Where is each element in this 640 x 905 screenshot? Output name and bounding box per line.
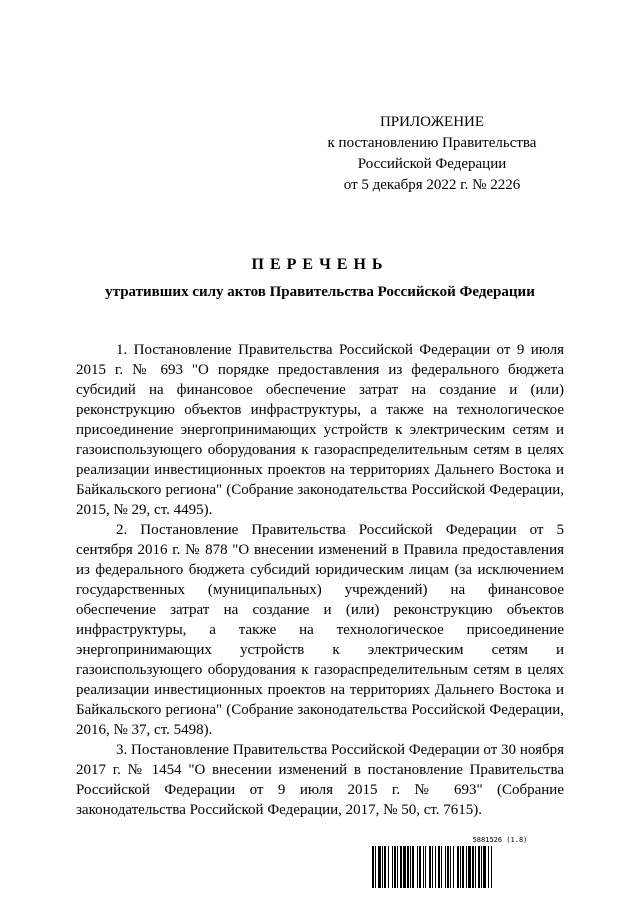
appendix-label: ПРИЛОЖЕНИЕ	[379, 114, 485, 130]
list-item: 3. Постановление Правительства Российской Федерации от 30 ноября 2017 г. № 1454 "О внесении изменений в постановление Правительства Российской Федерации от 9 июля 2015 г. № 693" (Собрание законодательства Российской Федерации, 2017, № 50, ст. 7615).	[76, 742, 564, 818]
list-item: 1. Постановление Правительства Российской Федерации от 9 июля 2015 г. № 693 "О порядке предоставления из федерального бюджета субсидий на финансовое обеспечение затрат на создание и (или) реконструкцию объектов инфраструктуры, а также на технологическое присоединение энергопринимающих устройств к электрическим сетям и газоиспользующего оборудования к газораспределительным сетям в целях реализации инвестиционных проектов на территориях Дальнего Востока и Байкальского региона" (Собрание законодательства Российской Федерации, 2015, № 29, ст. 4495).	[76, 342, 564, 518]
appendix-reference: к постановлению Правительства	[327, 135, 537, 151]
document-subtitle: утративших силу актов Правительства Российской Федерации	[105, 284, 535, 300]
appendix-header	[302, 112, 562, 196]
list-item: 2. Постановление Правительства Российской Федерации от 5 сентября 2016 г. № 878 "О внесении изменений в Правила предоставления из федерального бюджета субсидий юридическим лицам (за исключением государственных (муниципальных) учреждений) на финансовое обеспечение затрат на создание и (или) реконструкцию объектов инфраструктуры, а также на технологическое присоединение энергопринимающих устройств к электрическим сетям и газоиспользующего оборудования к газораспределительным сетям в целях реализации инвестиционных проектов на территориях Дальнего Востока и Байкальского региона" (Собрание законодательства Российской Федерации, 2016, № 37, ст. 5498).	[76, 522, 564, 738]
barcode	[372, 836, 568, 888]
appendix-authority: Российской Федерации	[357, 156, 507, 172]
barcode-id: 5881526 (1.8)	[472, 836, 528, 844]
barcode-icon	[372, 846, 568, 888]
document-title: ПЕРЕЧЕНЬ	[251, 256, 389, 273]
appendix-date-number: от 5 декабря 2022 г. № 2226	[343, 177, 521, 193]
document-body	[76, 340, 564, 820]
